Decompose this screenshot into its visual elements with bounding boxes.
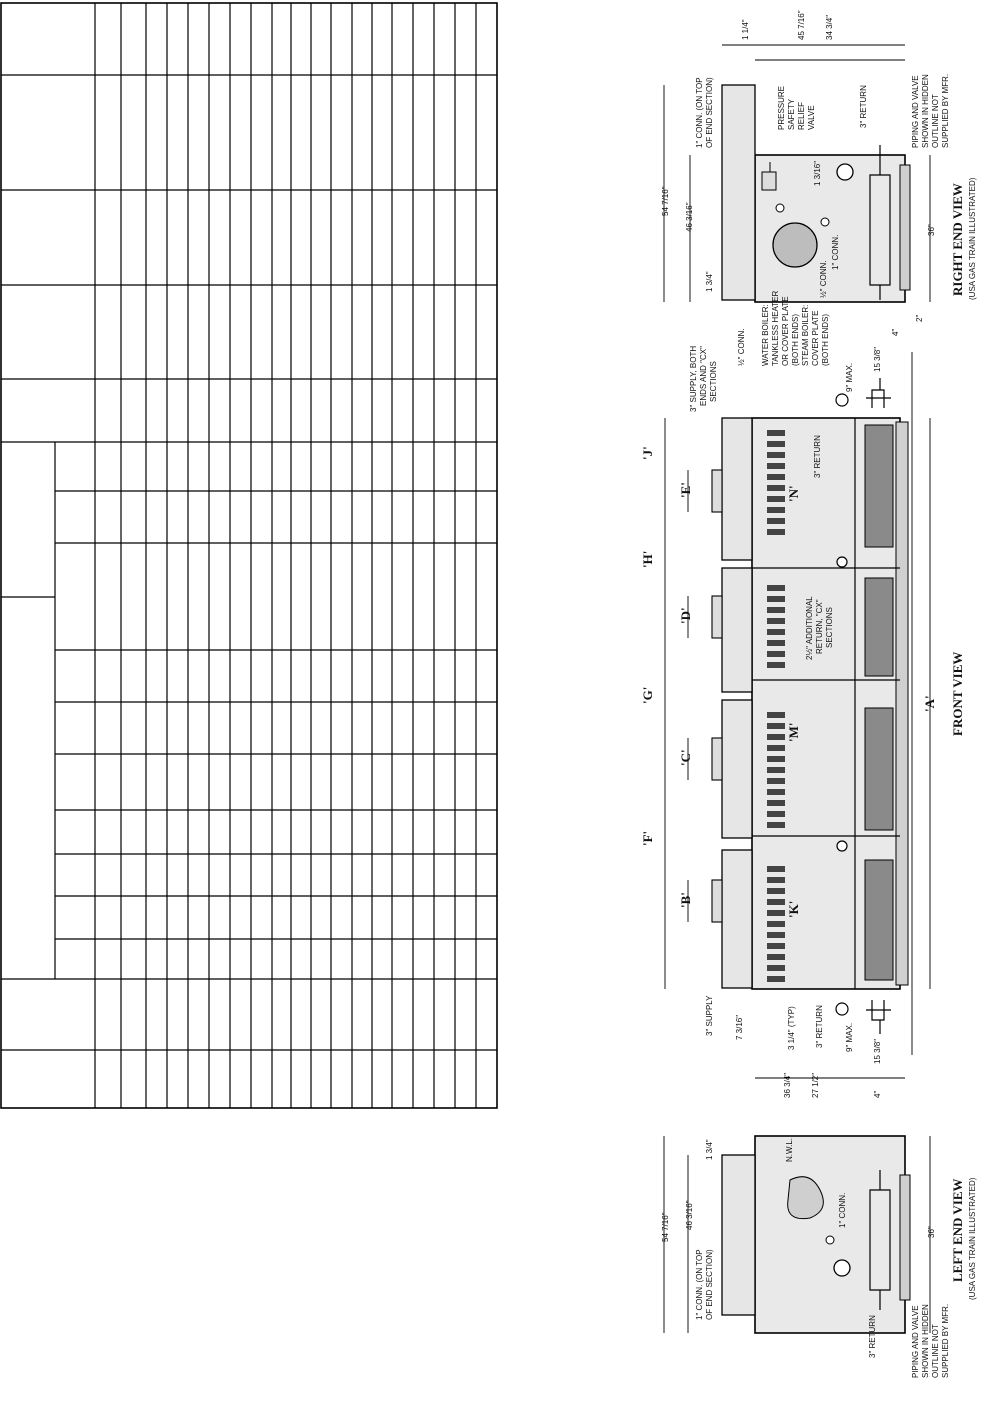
left-end-view	[661, 1073, 977, 1378]
dim-15-3-8-left: 15 3/8"	[873, 1038, 882, 1064]
burner-panel-3	[865, 708, 893, 830]
piping-note-right-3: OUTLINE NOT	[931, 94, 940, 148]
dim-label-a: 'A'	[922, 695, 937, 712]
louver-slot	[767, 965, 785, 971]
label-water-boiler-2: TANKLESS HEATER	[771, 290, 780, 366]
louver-slot	[767, 767, 785, 773]
table-grid-horizontal	[1, 75, 497, 1050]
dim-1-1-4: 1 1/4"	[741, 19, 750, 40]
return-port-left	[836, 1003, 848, 1015]
label-return-left-end: 3" RETURN	[868, 1315, 877, 1358]
dim-2-right: 2"	[915, 314, 924, 322]
label-water-boiler-7: (BOTH ENDS)	[821, 314, 830, 366]
louver-slot	[767, 943, 785, 949]
dim-label-d: 'D'	[678, 607, 693, 624]
flue-box-4	[722, 850, 752, 988]
label-supply-both-3: SECTIONS	[709, 361, 718, 402]
flue-outlet-b	[712, 880, 722, 922]
flue-outlet-d	[712, 596, 722, 638]
dim-54-7-16-left: 54 7/16"	[661, 1212, 670, 1242]
burner-panel-1	[865, 425, 893, 547]
dim-label-c: 'C'	[678, 749, 693, 766]
dim-1-3-4-right: 1 3/4"	[705, 271, 714, 292]
piping-note-left-3: OUTLINE NOT	[931, 1324, 940, 1378]
dim-label-n: 'N'	[786, 485, 801, 502]
label-supply-both-2: ENDS AND "CX"	[699, 346, 708, 406]
flue-box-3	[722, 700, 752, 838]
label-conn-1-right: 1" CONN.	[831, 234, 840, 270]
louver-slot	[767, 789, 785, 795]
louver-slot	[767, 921, 785, 927]
gas-train-left	[866, 1000, 891, 1034]
dim-45-7-16: 45 7/16"	[797, 10, 806, 40]
louver-slot	[767, 463, 785, 469]
louver-slot	[767, 651, 785, 657]
additional-return-port-1	[837, 557, 847, 567]
label-supply-both-1: 3" SUPPLY, BOTH	[689, 345, 698, 412]
dim-label-h: 'H'	[640, 550, 655, 568]
dim-46-3-16-left: 46 3/16"	[685, 1200, 694, 1230]
front-view	[640, 346, 965, 1064]
louver-slot	[767, 474, 785, 480]
louver-slot	[767, 607, 785, 613]
left-conn-port	[826, 1236, 834, 1244]
flue-box-1	[722, 418, 752, 560]
flue-outlet-e	[712, 470, 722, 512]
louver-slot	[767, 976, 785, 982]
burner-panel-4	[865, 860, 893, 980]
right-base	[900, 165, 910, 290]
louver-slot	[767, 452, 785, 458]
dim-15-3-8-right: 15 3/8"	[873, 346, 882, 372]
label-add-return-1: 2½" ADDITIONAL	[805, 596, 814, 660]
gas-train-right	[866, 378, 891, 408]
right-end-jacket	[755, 155, 905, 302]
dim-9-max-right: 9" MAX.	[845, 362, 854, 392]
louver-slot	[767, 485, 785, 491]
label-nwl: N.W.L.	[785, 1137, 794, 1162]
label-relief-4: VALVE	[807, 105, 816, 130]
left-end-view-subtitle: (USA GAS TRAIN ILLUSTRATED)	[968, 1177, 977, 1300]
dimension-table	[1, 3, 497, 1108]
dim-label-e: 'E'	[678, 482, 693, 498]
louver-slot	[767, 778, 785, 784]
dim-label-b: 'B'	[678, 892, 693, 908]
louver-slot	[767, 954, 785, 960]
label-conn-half-front: ½" CONN.	[737, 328, 746, 366]
louver-slot	[767, 518, 785, 524]
louver-slot	[767, 507, 785, 513]
label-water-boiler-4: (BOTH ENDS)	[791, 314, 800, 366]
louver-slot	[767, 430, 785, 436]
louver-slot	[767, 800, 785, 806]
louver-slot	[767, 910, 785, 916]
label-water-boiler-3: OR COVER PLATE	[781, 296, 790, 366]
dim-54-7-16-right: 54 7/16"	[661, 186, 670, 216]
dim-36-right: 36"	[927, 224, 936, 236]
left-end-view-title: LEFT END VIEW	[950, 1178, 965, 1282]
louver-slot	[767, 756, 785, 762]
piping-note-right-2: SHOWN IN HIDDEN	[921, 74, 930, 148]
dim-label-j: 'J'	[640, 446, 655, 460]
louver-slot	[767, 640, 785, 646]
louver-slot	[767, 734, 785, 740]
dim-label-f: 'F'	[640, 830, 655, 846]
label-relief-2: SAFETY	[787, 98, 796, 130]
label-water-boiler-6: COVER PLATE	[811, 310, 820, 366]
piping-note-left-1: PIPING AND VALVE	[911, 1305, 920, 1378]
label-conn-1-left: 1" CONN.	[838, 1192, 847, 1228]
label-add-return-3: SECTIONS	[825, 607, 834, 648]
additional-return-port-2	[837, 841, 847, 851]
louver-slot	[767, 712, 785, 718]
left-return-port	[834, 1260, 850, 1276]
label-conn-top-left-1: 1" CONN. (ON TOP	[695, 1249, 704, 1320]
dim-4-right: 4"	[891, 328, 900, 336]
louver-slot	[767, 932, 785, 938]
left-end-jacket	[755, 1136, 905, 1333]
dim-1-3-4-left: 1 3/4"	[705, 1139, 714, 1160]
label-conn-half-right: ½" CONN.	[819, 260, 828, 298]
louver-slot	[767, 618, 785, 624]
flue-box-2	[722, 568, 752, 692]
louver-slot	[767, 899, 785, 905]
louver-slot	[767, 745, 785, 751]
piping-note-left-4: SUPPLIED BY MFR.	[941, 1303, 950, 1378]
label-return-front: 3" RETURN	[813, 435, 822, 478]
right-flue-box	[722, 85, 755, 300]
dim-4-left: 4"	[873, 1090, 882, 1098]
burner-panel-2	[865, 578, 893, 676]
dim-36-left: 36"	[927, 1226, 936, 1238]
louver-slot	[767, 629, 785, 635]
dim-label-k: 'K'	[786, 900, 801, 918]
louver-slot	[767, 662, 785, 668]
louver-slot	[767, 866, 785, 872]
dim-9-max-left: 9" MAX.	[845, 1022, 854, 1052]
right-end-view-title: RIGHT END VIEW	[950, 183, 965, 296]
louver-slot	[767, 723, 785, 729]
table-grid-vertical	[121, 3, 476, 1108]
dim-46-3-16-right: 46 3/16"	[685, 202, 694, 232]
front-view-title: FRONT VIEW	[950, 651, 965, 736]
label-conn-top-left-2: OF END SECTION)	[705, 1249, 714, 1320]
dim-1-3-16: 1 3/16"	[813, 160, 822, 186]
label-supply-3: 3" SUPPLY	[705, 995, 714, 1036]
left-flue-box	[722, 1155, 755, 1315]
louver-slot	[767, 888, 785, 894]
right-end-view	[661, 10, 977, 366]
piping-note-left-2: SHOWN IN HIDDEN	[921, 1304, 930, 1378]
dim-27-1-2: 27 1/2"	[811, 1072, 820, 1098]
label-add-return-2: RETURN, "CX"	[815, 599, 824, 654]
dim-36-3-4: 36 3/4"	[783, 1072, 792, 1098]
label-relief-3: RELIEF	[797, 101, 806, 130]
label-water-boiler-1: WATER BOILER:	[761, 304, 770, 366]
louver-slot	[767, 811, 785, 817]
dim-34-3-4: 34 3/4"	[825, 14, 834, 40]
louver-slot	[767, 877, 785, 883]
louver-slot	[767, 585, 785, 591]
right-return-port	[837, 164, 853, 180]
label-return-right-end: 3" RETURN	[859, 85, 868, 128]
louver-slot	[767, 529, 785, 535]
piping-note-right-4: SUPPLIED BY MFR.	[941, 73, 950, 148]
dim-3-1-4-typ: 3 1/4" (TYP)	[787, 1006, 796, 1050]
dim-7-3-16: 7 3/16"	[735, 1014, 744, 1040]
right-conn-port-2	[821, 218, 829, 226]
louver-slot	[767, 596, 785, 602]
louver-slot	[767, 441, 785, 447]
louver-slot	[767, 822, 785, 828]
label-conn-top-right-2: OF END SECTION)	[705, 77, 714, 148]
label-return-left: 3" RETURN	[815, 1005, 824, 1048]
left-base	[900, 1175, 910, 1300]
dim-label-g: 'G'	[640, 686, 655, 704]
label-water-boiler-5: STEAM BOILER:	[801, 304, 810, 366]
piping-note-right-1: PIPING AND VALVE	[911, 75, 920, 148]
dim-label-m: 'M'	[786, 722, 801, 742]
label-relief-1: PRESSURE	[777, 85, 786, 130]
return-port-right	[836, 394, 848, 406]
table-border	[1, 3, 497, 1108]
right-conn-port-1	[776, 204, 784, 212]
louver-slot	[767, 496, 785, 502]
flue-outlet-c	[712, 738, 722, 780]
label-conn-top-right-1: 1" CONN. (ON TOP	[695, 77, 704, 148]
tankless-cover-plate	[773, 223, 817, 267]
right-end-view-subtitle: (USA GAS TRAIN ILLUSTRATED)	[968, 177, 977, 300]
